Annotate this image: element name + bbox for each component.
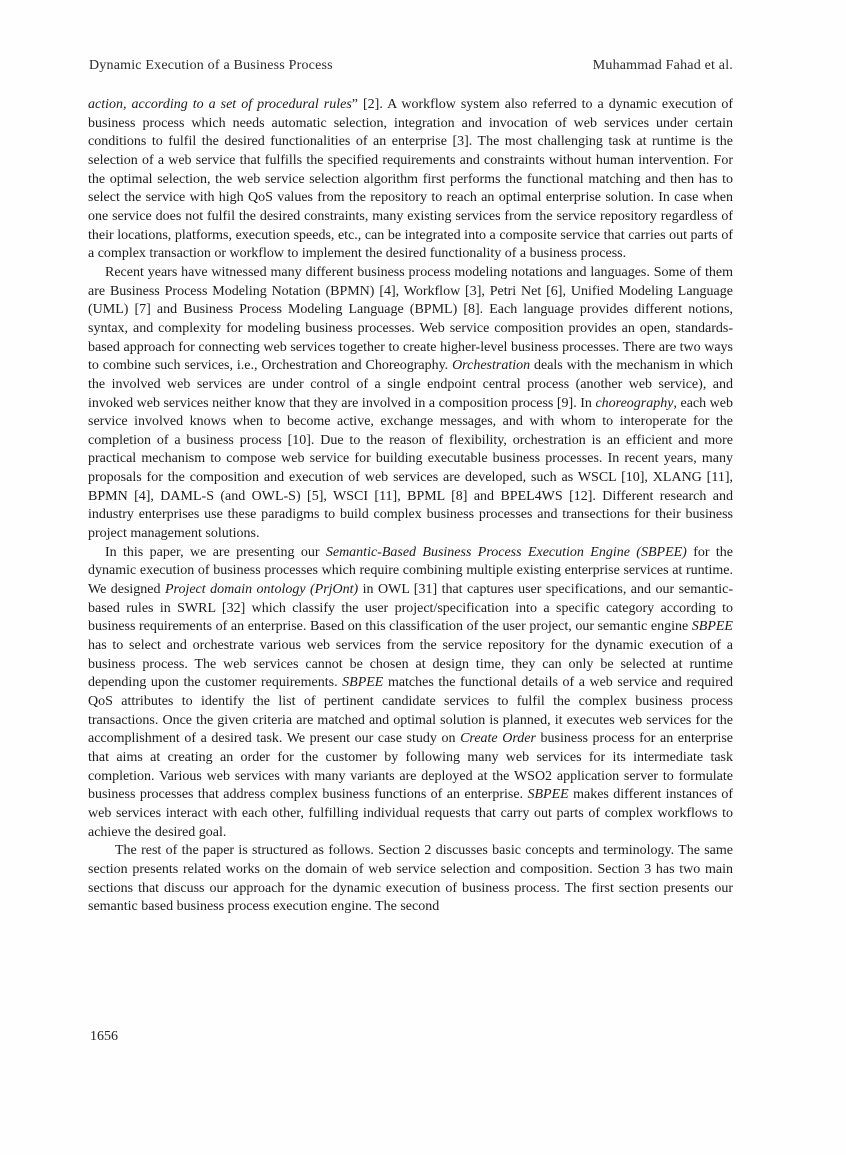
italic-run: Project domain ontology (PrjOnt)	[164, 582, 359, 598]
text-run: has to select and orchestrate various web services from the service repository for the dynamic execution of a business process. The web services cannot be chosen at design time, they can only be selected at runtime depending upon the customer requirements.	[88, 638, 733, 691]
text-run: deals with the mechanism in which the involved web services are under control of a single endpoint central process (another web service), and invoked web services neither know that they are involved in a composition process [9]. In	[88, 358, 733, 411]
page-number: 1656	[90, 1029, 118, 1044]
italic-run: Create Order	[460, 731, 536, 747]
paragraph-4	[88, 842, 733, 917]
text-run: matches the functional details of a web service and required QoS attributes to identify the list of pertinent candidate services to fulfil the complex business process transactions. Once the given criteria are matched and optimal solution is planned, it executes web services for the accomplishment of a desired task. We present our case study on	[88, 675, 733, 747]
paragraph-2	[88, 264, 733, 544]
paragraph-1	[88, 96, 733, 264]
italic-run: Semantic-Based Business Process Execution Engine (SBPEE)	[325, 544, 687, 560]
italic-run: SBPEE	[527, 787, 569, 803]
text-run: makes different instances of web services interact with each other, fulfilling individual requests that carry out parts of complex workflows to achieve the desired goal.	[88, 787, 733, 840]
italic-run: Orchestration	[452, 358, 531, 374]
italic-run: action, according to a set of procedural rules	[88, 97, 352, 112]
text-run: business process for an enterprise that aims at creating an order for the customer by following many web services for its intermediate task completion. Various web services with many variants are deployed at the WSO2 application server to formulate business processes that address complex business functions of an enterprise.	[88, 731, 733, 803]
article-body	[88, 96, 733, 917]
text-run: for the dynamic execution of business processes which require combining multiple existing enterprise services at runtime. We designed	[88, 544, 733, 598]
running-head-title: Dynamic Execution of a Business Process	[89, 58, 333, 73]
text-run: in OWL [31] that captures user specifications, and our semantic-based rules in SWRL [32] which classify the user project/specification into a specific category according to business requirements of an enterprise. Based on this classification of the user project, our semantic engine	[88, 582, 733, 635]
text-run: ” [2]. A workflow system also referred to a dynamic execution of business process which needs automatic selection, integration and invocation of web services under certain conditions to fulfil the desired functionalities of an enterprise [3]. The most challenging task at runtime is the selection of a web service that fulfills the specified requirements and constraints without human intervention. For the optimal selection, the web service selection algorithm first performs the functional matching and then has to select the service with high QoS values from the repository to reach an optimal enterprise solution. In case when one service does not fulfil the desired constraints, many existing services from the service repository regardless of their locations, platforms, execution speeds, etc., can be integrated into a composite service that carries out parts of a complex transaction or workflow to implement the desired functionality of a business process.	[88, 97, 733, 262]
running-head-authors: Muhammad Fahad et al.	[592, 58, 733, 73]
running-head	[89, 58, 733, 74]
text-run: The rest of the paper is structured as follows. Section 2 discusses basic concepts and terminology. The same section presents related works on the domain of web service selection and composition. Section 3 has two main sections that discuss our approach for the dynamic execution of business process. The first section presents our semantic based business process execution engine. The second	[88, 843, 733, 915]
italic-run: SBPEE	[342, 675, 384, 691]
text-run: In this paper, we are presenting our	[105, 544, 326, 560]
italic-run: choreography	[595, 395, 674, 411]
paragraph-3	[88, 544, 733, 843]
text-run: Recent years have witnessed many different business process modeling notations and languages. Some of them are Business Process Modeling Notation (BPMN) [4], Workflow [3], Petri Net [6], Unified Modeling Language (UML) [7] and Business Process Modeling Language (BPML) [8]. Each language provides different notions, syntax, and complexity for modeling business processes. Web service composition provides an open, standards-based approach for connecting web services together to create higher-level business processes. There are two ways to combine such services, i.e., Orchestration and Choreography.	[88, 264, 733, 374]
text-run: , each web service involved knows when to become active, exchange messages, and with whom to interoperate for the completion of a business process [10]. Due to the reason of flexibility, orchestration is an efficient and more practical mechanism to compose web service for building executable business processes. In recent years, many proposals for the composition and execution of web services are developed, such as WSCL [10], XLANG [11], BPMN [4], DAML-S (and OWL-S) [5], WSCI [11], BPML [8] and BPEL4WS [12]. Different research and industry enterprises use these paradigms to build complex business processes and transections for their business project management solutions.	[88, 395, 733, 542]
italic-run: SBPEE	[691, 619, 733, 635]
